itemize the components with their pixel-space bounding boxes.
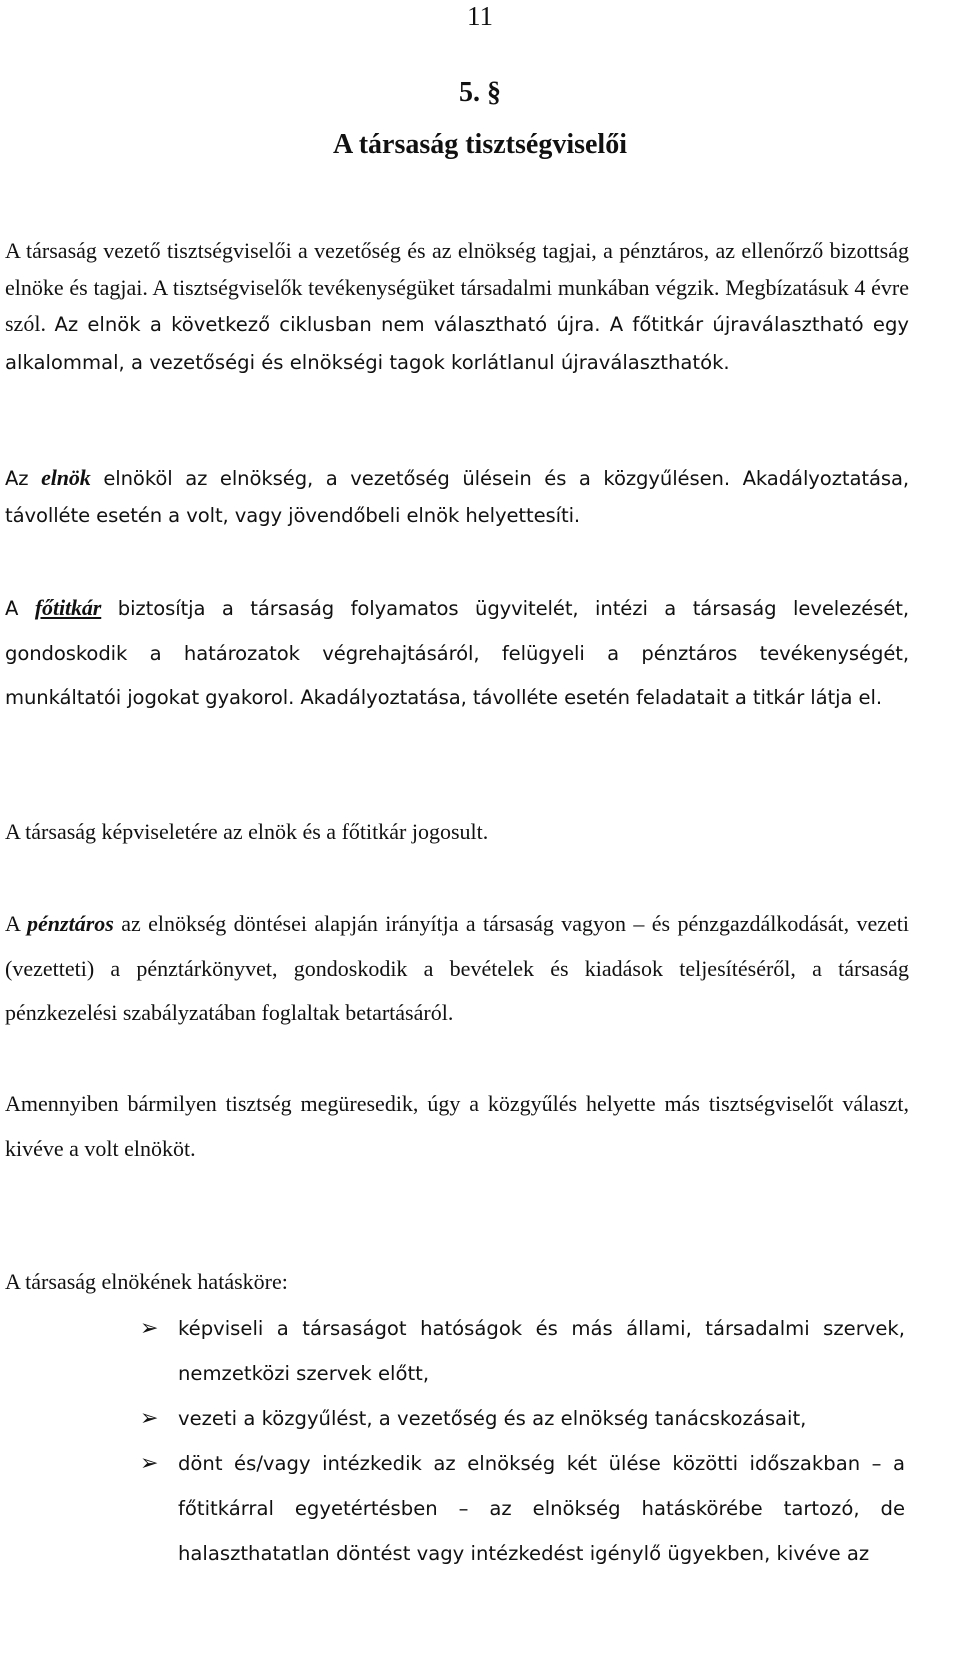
paragraph-president-suffix: elnököl az elnökség, a vezetőség ülésein és a közgyűlésen. Akadályoztatása, távolléte esetén a volt, vagy jövendőbeli elnök helyettesíti. — [5, 467, 909, 527]
page-number: 11 — [467, 1, 493, 31]
paragraph-secretary-suffix: biztosítja a társaság folyamatos ügyvitelét, intézi a társaság levelezését, gondoskodik a határozatok végrehajtásáról, felügyeli a pénztáros tevékenységét, munkáltatói jogokat gyakorol. Akadályoztatása, távolléte esetén feladatait a titkár látja el. — [5, 597, 909, 709]
president-powers-list — [140, 1306, 905, 1576]
list-item — [140, 1306, 905, 1396]
paragraph-president-powers-heading: A társaság elnökének hatásköre: — [5, 1269, 288, 1294]
paragraph-vacancy: Amennyiben bármilyen tisztség megüresedik, úgy a közgyűlés helyette más tisztségviselőt választ, kivéve a volt elnököt. — [5, 1091, 909, 1161]
paragraph-representation: A társaság képviseletére az elnök és a főtitkár jogosult. — [5, 819, 489, 844]
list-item-text: képviseli a társaságot hatóságok és más állami, társadalmi szervek, nemzetközi szervek előtt, — [178, 1317, 905, 1385]
paragraph-treasurer — [5, 902, 909, 1036]
keyword-fotitkar: főtitkár — [34, 595, 102, 620]
paragraph-treasurer-suffix: az elnökség döntései alapján irányítja a társaság vagyon – és pénzgazdálkodását, vezeti (vezetteti) a pénztárkönyvet, gondoskodik a bevételek és kiadások teljesítéséről, a társaság pénzkezelési szabályzatában foglaltak betartásáról. — [5, 911, 909, 1025]
arrowhead-bullet-icon: ➢ — [140, 1406, 159, 1431]
paragraph-secretary-prefix: A — [5, 597, 35, 620]
arrowhead-bullet-icon: ➢ — [140, 1451, 159, 1476]
section-title: A társaság tisztségviselői — [333, 129, 627, 160]
list-item-text: vezeti a közgyűlést, a vezetőség és az elnökség tanácskozásait, — [178, 1407, 807, 1430]
section-number: 5. § — [459, 77, 501, 108]
paragraph-secretary-general — [5, 586, 909, 721]
list-item — [140, 1441, 905, 1576]
list-item — [140, 1396, 905, 1441]
list-item-text: dönt és/vagy intézkedik az elnökség két ülése közötti időszakban – a főtitkárral egyetértésben – az elnökség hatáskörébe tartozó, de halaszthatatlan döntést vagy intézkedést igénylő ügyekben, kivéve az — [178, 1452, 905, 1565]
keyword-penztaros: pénztáros — [27, 911, 114, 936]
paragraph-officers-text-serif: A társaság vezető tisztségviselői a vezetőség és az elnökség tagjai, a pénztáros, az ellenőrző bizottság elnöke és tagjai. A tisztségviselők tevékenységüket társadalmi munkában végzik. Megbízatásuk 4 évre szól. — [5, 238, 909, 336]
paragraph-officers — [5, 233, 909, 381]
keyword-elnok: elnök — [41, 465, 91, 490]
paragraph-officers-text-sans: Az elnök a következő ciklusban nem választható újra. A főtitkár újraválasztható egy alkalommal, a vezetőségi és elnökségi tagok korlátlanul újraválaszthatók. — [5, 313, 909, 374]
arrowhead-bullet-icon: ➢ — [140, 1316, 159, 1341]
paragraph-treasurer-prefix: A — [5, 911, 28, 936]
paragraph-president-prefix: Az — [5, 467, 42, 490]
paragraph-president — [5, 460, 909, 534]
